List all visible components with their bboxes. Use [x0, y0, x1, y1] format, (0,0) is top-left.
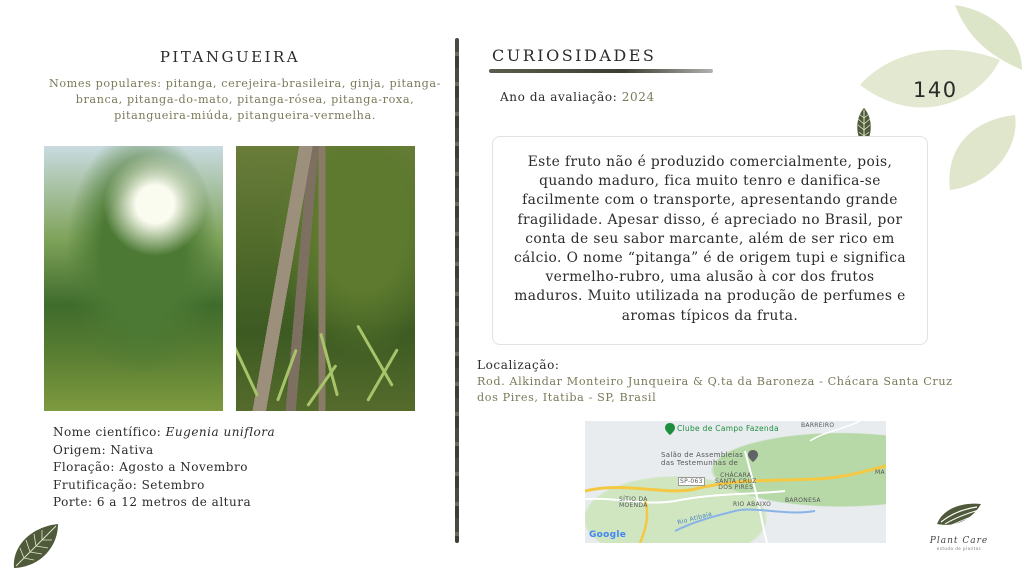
map-label-edge: MA	[875, 469, 885, 476]
map-label-sitio: SÍTIO DA MOENDA	[619, 496, 648, 509]
brand-name: Plant Care	[929, 536, 989, 546]
tree-photo	[44, 146, 223, 411]
plant-title: PITANGUEIRA	[159, 48, 301, 66]
popular-names-value: pitanga, cerejeira-brasileira, ginja, pitanga-branca, pitanga-do-mato, pitanga-rósea, pitanga-roxa, pitangueira-miúda, pitangueira-vermelha.	[75, 77, 442, 122]
evaluation-year-value: 2024	[621, 90, 655, 104]
location-label: Localização:	[477, 358, 560, 372]
map-label-hall: Salão de Assembleias das Testemunhas de	[661, 451, 744, 467]
description-text: Este fruto não é produzido comercialmente, pois, quando maduro, fica muito tenro e danifica-se facilmente com o transporte, apresentando grande fragilidade. Apesar disso, é apreciado no Brasil, por conta de seu sabor marcante, além de ser rico em cálcio. O nome “pitanga” é de origem tupi e significa vermelho-rubro, uma alusão à cor dos frutos maduros. Muito utilizada na produção de perfumes e aromas típicos da fruta.	[514, 154, 906, 324]
leaf-shape-bottom	[949, 115, 1015, 190]
leaf-decoration-bottom-left	[10, 522, 62, 572]
flowering: Floração: Agosto a Novembro	[53, 460, 248, 474]
map-label-baronesa: BARONESA	[785, 497, 821, 504]
scientific-name	[53, 424, 275, 442]
scientific-name-label: Nome científico:	[53, 425, 166, 439]
fruiting: Frutificação: Setembro	[53, 477, 205, 492]
location-map[interactable]	[585, 421, 886, 543]
location-value: Rod. Alkindar Monteiro Junqueira & Q.ta da Baroneza - Chácara Santa Cruz dos Pires, Itatiba - SP, Brasil	[477, 375, 953, 404]
map-pin-icon	[665, 423, 675, 435]
page-number: 140	[913, 78, 958, 102]
map-label-road: SP-063	[680, 478, 703, 485]
section-title: CURIOSIDADES	[492, 46, 657, 65]
brand-subtitle: estudo de plantas	[936, 546, 982, 551]
google-logo: Google	[589, 530, 627, 540]
map-label-club: Clube de Campo Fazenda	[677, 424, 779, 433]
map-label-rio: RIO ABAIXO	[733, 501, 772, 508]
description-card	[492, 136, 928, 345]
trunk-photo	[236, 146, 415, 411]
column-divider	[455, 38, 459, 543]
popular-names	[40, 76, 450, 124]
map-label-river: Rio Atibaia	[676, 510, 713, 527]
origin: Origem: Nativa	[53, 442, 154, 457]
place-pin-icon	[748, 450, 758, 462]
map-label-chacara: CHÁCARA SANTA CRUZ DOS PIRES	[715, 472, 757, 491]
plant-facts	[53, 424, 275, 512]
size: Porte: 6 a 12 metros de altura	[53, 495, 252, 509]
title-underline	[489, 69, 713, 73]
map-label-barreiro: BARREIRO	[801, 422, 835, 429]
brand-logo	[926, 500, 992, 551]
popular-names-label: Nomes populares:	[48, 77, 162, 90]
brand-leaf-icon	[933, 500, 985, 530]
evaluation-year	[500, 90, 655, 104]
scientific-name-value: Eugenia uniflora	[165, 425, 276, 439]
evaluation-year-label: Ano da avaliação:	[500, 90, 622, 104]
